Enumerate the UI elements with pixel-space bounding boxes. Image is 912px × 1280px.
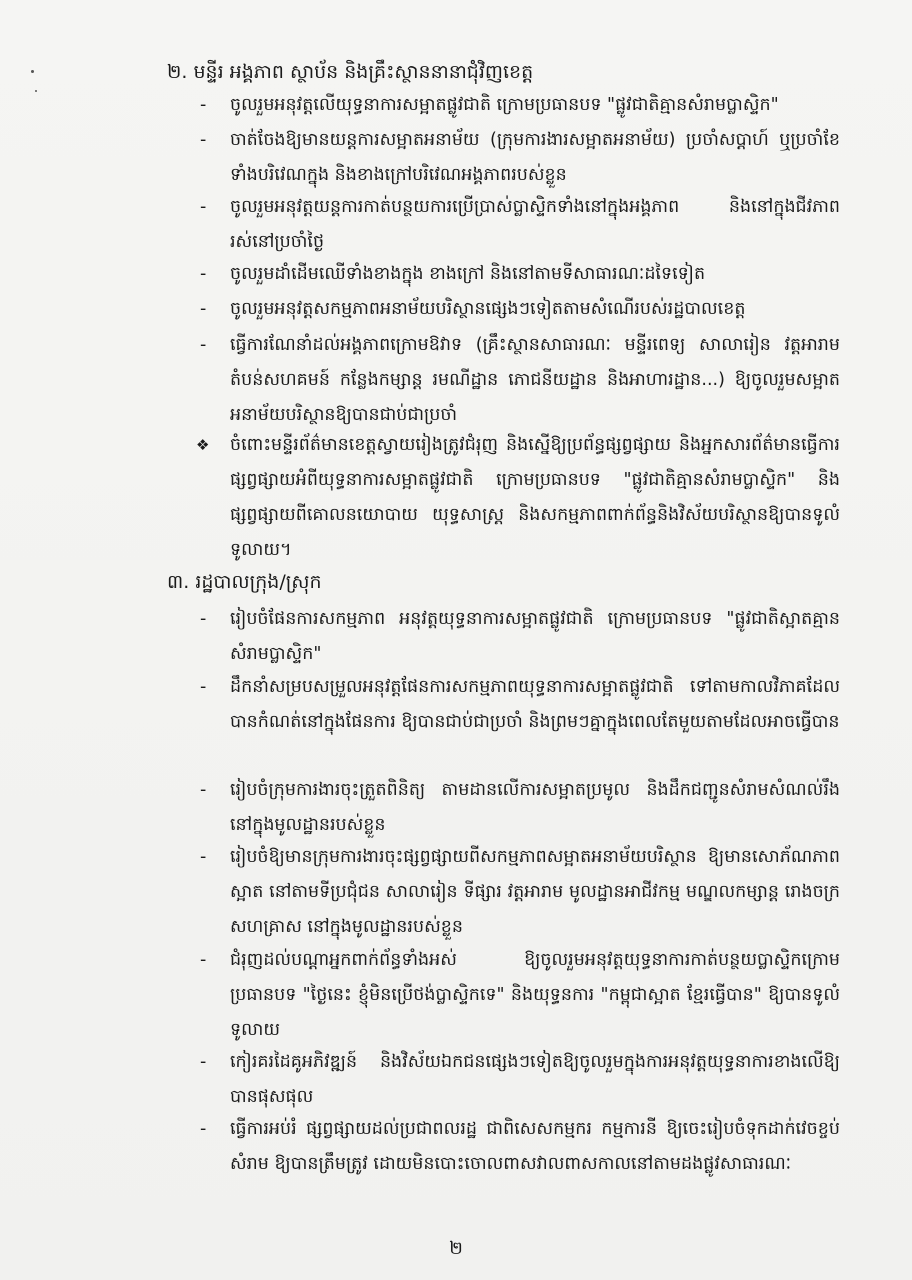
list-item-text: ធ្វើការណែនាំដល់អង្គភាពក្រោមឱវាទ (គ្រឹះស្ថានសាធារណៈ មន្ទីរពេទ្យ សាលារៀន វត្តអារាម តំបន់សហគមន៍ កន្លែងកម្សាន្ត រមណីដ្ឋាន ភោជនីយដ្ឋាន និងអាហារដ្ឋាន...) ឱ្យចូលរួមសម្អាតអនាម័យបរិស្ថានឱ្យបានជាប់ជាប្រចាំ — [230, 335, 840, 425]
list-item — [200, 943, 840, 1048]
list-item-text: ជំរុញដល់បណ្តាអ្នកពាក់ព័ន្ធទាំងអស់ ឱ្យចូលរួមអនុវត្តយុទ្ធនាការកាត់បន្ថយប្លាស្ទិកក្រោមប្រធានបទ "ថ្ងៃនេះ ខ្ញុំមិនប្រើថង់ប្លាស្ទិកទេ" និងយុទ្ធនការ "កម្ពុជាស្អាត ខ្មែរធ្វើបាន" ឱ្យបានទូលំទូលាយ — [230, 950, 840, 1040]
list-item-text: ចំពោះមន្ទីរព័ត៌មានខេត្តស្វាយរៀងត្រូវជំរុញ និងស្នើឱ្យប្រព័ន្ធផ្សព្វផ្សាយ និងអ្នកសារព័ត៌មានធ្វើការផ្សព្វផ្សាយអំពីយុទ្ធនាការសម្អាតផ្លូវជាតិ ក្រោមប្រធានបទ "ផ្លូវជាតិគ្មានសំរាមប្លាស្ទិក" និងផ្សព្វផ្សាយពីគោលនយោបាយ យុទ្ធសាស្ត្រ និងសកម្មភាពពាក់ព័ន្ធនិងវិស័យបរិស្ថានឱ្យបានទូលំទូលាយ។ — [230, 435, 840, 560]
list-item — [200, 1112, 840, 1182]
list-item-text: ចាត់ចែងឱ្យមានយន្តការសម្អាតអនាម័យ (ក្រុមការងារសម្អាតអនាម័យ) ប្រចាំសប្តាហ៍ ឬប្រចាំខែ ទាំងបរិវេណក្នុង និងខាងក្រៅបរិវេណអង្គភាពរបស់ខ្លួន — [230, 130, 840, 185]
list-marker: - — [200, 335, 207, 355]
list-item-text: រៀបចំផែនការសកម្មភាព អនុវត្តយុទ្ធនាការសម្អាតផ្លូវជាតិ ក្រោមប្រធានបទ "ផ្លូវជាតិស្អាតគ្មានសំរាមប្លាស្ទិក" — [230, 609, 840, 664]
list-item-text: រៀបចំក្រុមការងារចុះត្រួតពិនិត្យ តាមដានលើការសម្អាតប្រមូល និងដឹកជញ្ជូនសំរាមសំណល់រឹងនៅក្នុងមូលដ្ឋានរបស់ខ្លួន — [230, 780, 840, 835]
list-item-text: ចូលរួមដាំដើមឈើទាំងខាងក្នុង ខាងក្រៅ និងនៅតាមទីសាធារណៈដទៃទៀត — [230, 264, 706, 284]
list-marker: - — [200, 95, 207, 115]
list-item-text: ចូលរួមអនុវត្តយន្តការកាត់បន្ថយការប្រើប្រាស់ប្លាស្ទិកទាំងនៅក្នុងអង្គភាព និងនៅក្នុងជីវភាពរស់នៅប្រចាំថ្ងៃ — [230, 197, 840, 252]
list-marker: - — [200, 197, 207, 217]
section-3-heading: ៣. រដ្ឋបាលក្រុង/ស្រុក — [167, 571, 322, 593]
list-item — [200, 670, 840, 740]
list-marker: - — [200, 264, 207, 284]
list-marker: - — [200, 847, 207, 867]
list-item — [200, 88, 840, 123]
scan-speck — [35, 90, 37, 92]
list-item — [200, 1045, 840, 1115]
list-item-text: ដឹកនាំសម្របសម្រួលអនុវត្តផែនការសកម្មភាពយុទ្ធនាការសម្អាតផ្លូវជាតិ ទៅតាមកាលវិភាគដែលបានកំណត់នៅក្នុងផែនការ ឱ្យបានជាប់ជាប្រចាំ និងព្រមៗគ្នាក្នុងពេលតែមួយតាមដែលអាចធ្វើបាន — [230, 677, 840, 732]
list-item — [200, 123, 840, 193]
list-item — [200, 190, 840, 260]
section-2-heading: ២. មន្ទីរ អង្គភាព ស្ថាប័ន និងគ្រឹះស្ថាននានាជុំវិញខេត្ត — [167, 61, 534, 83]
list-item — [200, 840, 840, 945]
list-item-text: រៀបចំឱ្យមានក្រុមការងារចុះផ្សព្វផ្សាយពីសកម្មភាពសម្អាតអនាម័យបរិស្ថាន ឱ្យមានសោភ័ណភាពស្អាត នៅតាមទីប្រជុំជន សាលារៀន ទីផ្សារ វត្តអារាម មូលដ្ឋានអាជីវកម្ម មណ្ឌលកម្សាន្ត រោងចក្រ សហគ្រាស នៅក្នុងមូលដ្ឋានរបស់ខ្លួន — [230, 847, 840, 937]
list-item — [200, 328, 840, 433]
diamond-bullet-icon: ❖ — [196, 436, 210, 454]
list-item — [200, 773, 840, 843]
list-marker: - — [200, 130, 207, 150]
list-marker: - — [200, 677, 207, 697]
list-item — [200, 292, 840, 327]
list-item-text: ចូលរួមអនុវត្តសកម្មភាពអនាម័យបរិស្ថានផ្សេងៗទៀតតាមសំណើរបស់រដ្ឋបាលខេត្ត — [230, 299, 746, 319]
list-item — [196, 428, 840, 568]
list-marker: - — [200, 950, 207, 970]
page-number: ២ — [449, 1238, 463, 1259]
list-marker: - — [200, 780, 207, 800]
list-marker: - — [200, 299, 207, 319]
list-marker: - — [200, 1052, 207, 1072]
list-marker: - — [200, 1119, 207, 1139]
list-marker: - — [200, 609, 207, 629]
list-item — [200, 602, 840, 672]
list-item-text: កៀរគរដៃគូអភិវឌ្ឍន៍ និងវិស័យឯកជនផ្សេងៗទៀតឱ្យចូលរួមក្នុងការអនុវត្តយុទ្ធនាការខាងលើឱ្យបានផុសផុល — [230, 1052, 840, 1107]
scan-speck — [31, 70, 34, 73]
list-item-text: ចូលរួមអនុវត្តលើយុទ្ធនាការសម្អាតផ្លូវជាតិ ក្រោមប្រធានបទ "ផ្លូវជាតិគ្មានសំរាមប្លាស្ទិក" — [230, 95, 779, 115]
list-item-text: ធ្វើការអប់រំ ផ្សព្វផ្សាយដល់ប្រជាពលរដ្ឋ ជាពិសេសកម្មករ កម្មការនី ឱ្យចេះរៀបចំទុកដាក់វេចខ្ចប់ សំរាម ឱ្យបានត្រឹមត្រូវ ដោយមិនបោះចោលពាសវាលពាសកាលនៅតាមដងផ្លូវសាធារណៈ — [230, 1119, 840, 1174]
list-item — [200, 257, 840, 292]
